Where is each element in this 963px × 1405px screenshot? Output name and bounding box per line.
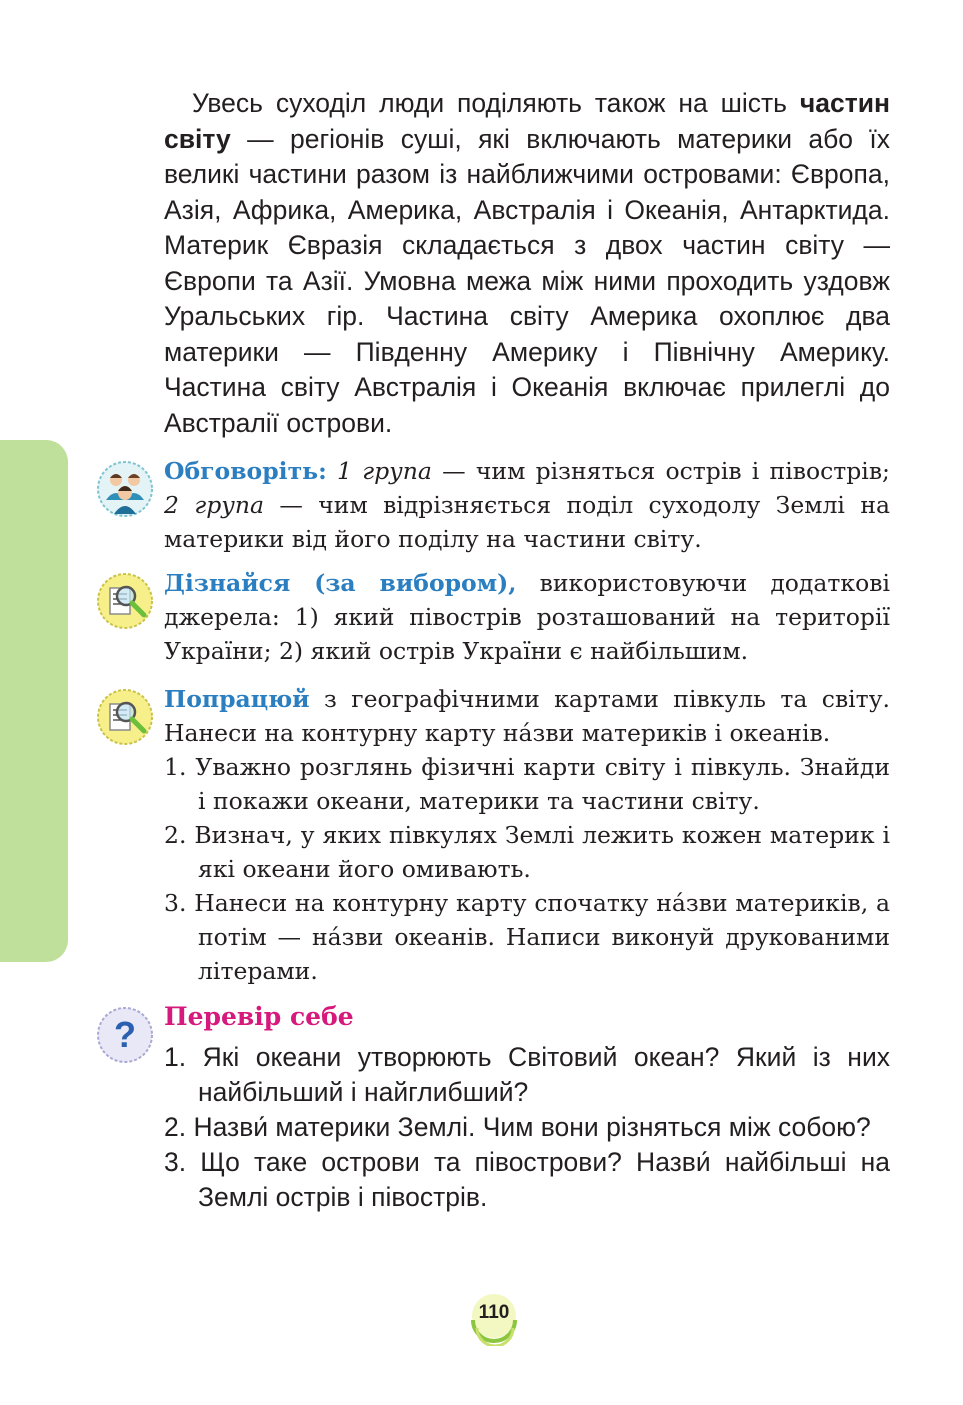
work-block — [164, 682, 890, 988]
explore-lead: Дізнайся (за вибором), — [164, 569, 517, 597]
page-number — [467, 1290, 523, 1346]
discuss-group1: 1 група — [337, 457, 432, 485]
intro-paragraph — [164, 86, 890, 441]
check-question: 1. Які океани утворюють Світовий океан? Який із них найбільший і найглибший? — [164, 1042, 890, 1107]
discuss-lead: Обговоріть: — [164, 457, 327, 485]
work-text: з географічними картами півкуль та світу. Нанеси на контурну карту на́зви материків і океанів. — [164, 685, 890, 747]
work-lead: Попрацюй — [164, 685, 310, 713]
intro-text-a: Увесь суходіл люди поділяють також на шість — [192, 88, 800, 118]
intro-text-b: — регіонів суші, які включають материки або їх великі частини разом із найближчими островами: Європа, Азія, Африка, Америка, Австралія і Океанія, Антарктида. Материк Євразія складається з двох частин світу — Європи та Азії. Умовна межа між ними проходить уздовж Уральських гір. Частина світу Америка охоплює два материки — Південну Америку і Північну Америку. Частина світу Австралія і Океанія включає прилеглі до Австралії острови. — [164, 123, 890, 438]
svg-text:?: ? — [114, 1014, 136, 1055]
discuss-text1: — чим різняться острів і півострів; — [431, 457, 890, 485]
work-step: 3. Нанеси на контурну карту спочатку на́зви материків, а потім — на́зви океанів. Написи виконуй друкованими літерами. — [164, 889, 890, 985]
group-discussion-icon — [96, 460, 154, 518]
check-question: 2. Назви́ материки Землі. Чим вони різняться між собою? — [164, 1112, 871, 1142]
explore-text: використовуючи додаткові джерела: 1) який півострів розташований на території України; 2) який острів України є найбільшим. — [164, 569, 890, 665]
check-questions — [164, 1040, 890, 1215]
magnifier-research-icon — [96, 572, 154, 630]
explore-block — [164, 566, 890, 668]
check-title: Перевір себе — [164, 1002, 354, 1031]
work-step: 1. Уважно розглянь фізичні карти світу і півкуль. Знайди і покажи океани, материки та частини світу. — [164, 753, 890, 815]
question-mark-icon — [96, 1006, 154, 1064]
work-steps — [164, 750, 890, 988]
check-question: 3. Що таке острови та півострови? Назви́ найбільші на Землі острів і півострів. — [164, 1147, 890, 1212]
discuss-group2: 2 група — [164, 491, 265, 519]
page-number-text: 110 — [478, 1302, 510, 1323]
intro-term: частин світу — [164, 88, 890, 154]
work-step: 2. Визнач, у яких півкулях Землі лежить кожен материк і які океани його омивають. — [164, 821, 890, 883]
discuss-block — [164, 454, 890, 556]
side-tab — [0, 440, 68, 962]
magnifier-research-icon — [96, 688, 154, 746]
discuss-text2: — чим відрізняється поділ суходолу Землі на материки від його поділу на частини світу. — [164, 491, 890, 553]
